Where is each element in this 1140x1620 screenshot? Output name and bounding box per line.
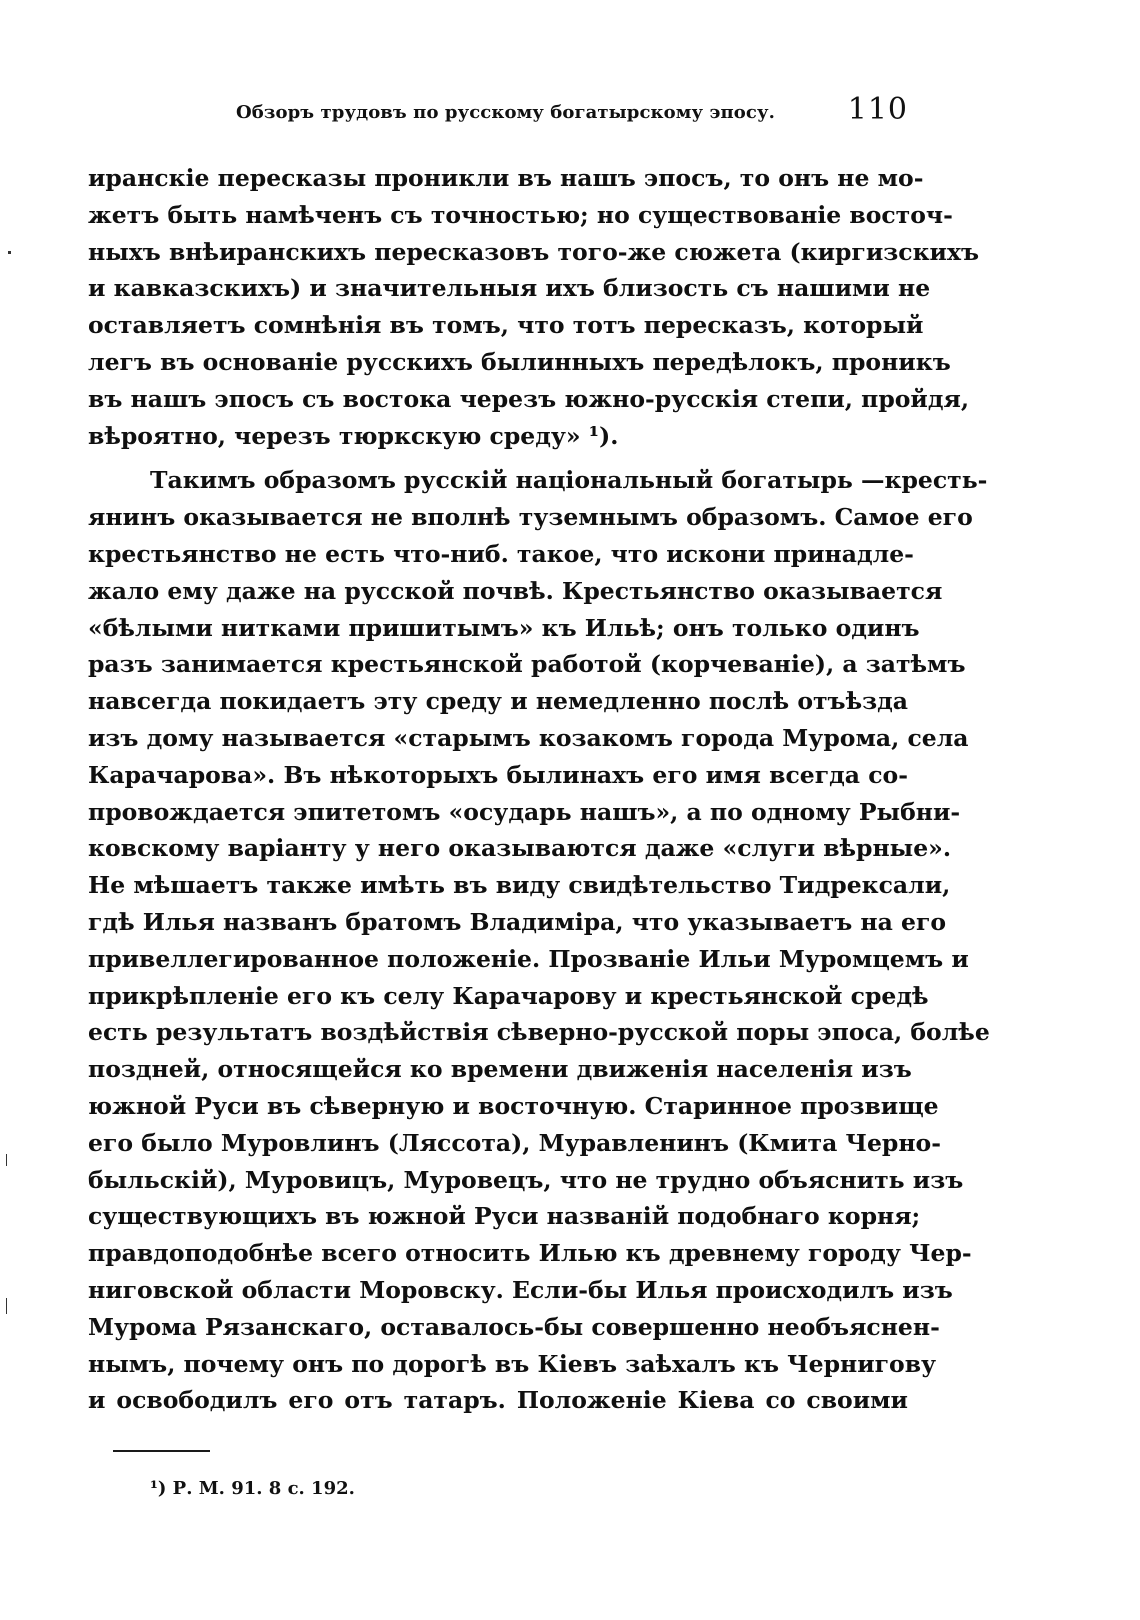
text-line: прикрѣпленіе его къ селу Карачарову и крестьянской средѣ — [88, 981, 929, 1010]
text-line: легъ въ основаніе русскихъ былинныхъ передѣлокъ, проникъ — [88, 347, 951, 376]
text-line: нымъ, почему онъ по дорогѣ въ Кіевъ заѣхалъ къ Чернигову — [88, 1349, 937, 1378]
text-line: «бѣлыми нитками пришитымъ» къ Ильѣ; онъ только одинъ — [88, 613, 920, 642]
paragraph — [88, 462, 990, 1419]
text-line: быльскій), Муровицъ, Муровецъ, что не трудно объяснить изъ — [88, 1165, 964, 1194]
text-line: оставляетъ сомнѣнія въ томъ, что тотъ пересказъ, который — [88, 311, 924, 340]
text-line: ковскому варіанту у него оказываются даже «слуги вѣрные». — [88, 834, 952, 863]
text-line: навсегда покидаетъ эту среду и немедленно послѣ отъѣзда — [88, 687, 908, 716]
text-line: Такимъ образомъ русскій національный богатырь —кресть- — [150, 466, 988, 495]
text-line: ниговской области Моровску. Если-бы Илья происходилъ изъ — [88, 1275, 953, 1304]
text-line: Не мѣшаетъ также имѣть въ виду свидѣтельство Тидрексали, — [88, 871, 951, 900]
text-line: крестьянство не есть что-ниб. такое, что искони принадле- — [88, 539, 914, 568]
text-line: поздней, относящейся ко времени движенія населенія изъ — [88, 1055, 912, 1084]
body-text — [88, 160, 990, 1419]
scan-speck — [8, 251, 11, 254]
text-line: разъ занимается крестьянской работой (корчеваніе), а затѣмъ — [88, 650, 966, 679]
text-line: и освободилъ его отъ татаръ. Положеніе Кіева со своими — [88, 1386, 908, 1415]
text-line: южной Руси въ сѣверную и восточную. Старинное прозвище — [88, 1091, 939, 1120]
header-title: Обзоръ трудовъ по русскому богатырскому эпосу. — [236, 102, 775, 123]
scan-speck — [6, 1298, 7, 1314]
text-line: ныхъ внѣиранскихъ пересказовъ того-же сюжета (киргизскихъ — [88, 237, 980, 266]
text-line: его было Муровлинъ (Ляссота), Муравленинъ (Кмита Черно- — [88, 1128, 941, 1157]
text-line: и кавказскихъ) и значительныя ихъ близость съ нашими не — [88, 274, 931, 303]
text-line: жало ему даже на русской почвѣ. Крестьянство оказывается — [88, 576, 943, 605]
text-line: правдоподобнѣе всего относить Илью къ древнему городу Чер- — [88, 1239, 972, 1268]
text-line: привеллегированное положеніе. Прозваніе Ильи Муромцемъ и — [88, 944, 969, 973]
scan-speck — [6, 1154, 7, 1166]
text-line: Карачарова». Въ нѣкоторыхъ былинахъ его имя всегда со- — [88, 760, 908, 789]
text-line: жетъ быть намѣченъ съ точностью; но существованіе восточ- — [88, 200, 953, 229]
text-line: изъ дому называется «старымъ козакомъ города Мурома, села — [88, 723, 969, 752]
footnote: ¹) Р. М. 91. 8 с. 192. — [150, 1478, 355, 1499]
page-number: 110 — [847, 92, 908, 127]
text-line: вѣроятно, черезъ тюркскую среду» ¹). — [88, 421, 619, 450]
footnote-rule — [113, 1450, 210, 1452]
text-line: иранскіе пересказы проникли въ нашъ эпосъ, то онъ не мо- — [88, 164, 924, 192]
text-line: гдѣ Илья названъ братомъ Владиміра, что указываетъ на его — [88, 907, 947, 936]
paragraph — [88, 160, 980, 454]
text-line: провождается эпитетомъ «осударь нашъ», а по одному Рыбни- — [88, 797, 961, 826]
text-line: янинъ оказывается не вполнѣ туземнымъ образомъ. Самое его — [88, 503, 973, 532]
running-header — [88, 92, 908, 138]
text-line: въ нашъ эпосъ съ востока черезъ южно-русскія степи, пройдя, — [88, 384, 970, 413]
text-line: есть результатъ воздѣйствія сѣверно-русской поры эпоса, болѣе — [88, 1018, 990, 1047]
text-line: Мурома Рязанскаго, оставалось-бы совершенно необъяснен- — [88, 1312, 940, 1341]
text-line: существующихъ въ южной Руси названій подобнаго корня; — [88, 1202, 921, 1231]
